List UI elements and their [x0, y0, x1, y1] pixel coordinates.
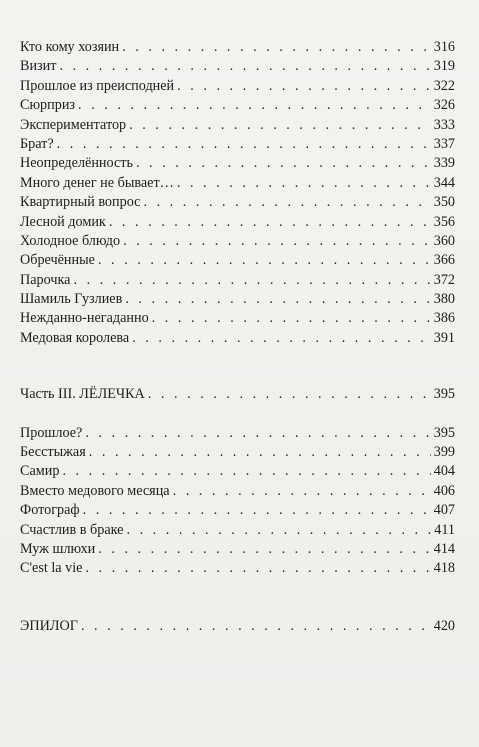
- dot-leader: [152, 309, 431, 328]
- toc-entry-page: 406: [433, 482, 455, 499]
- toc-entry: [20, 443, 455, 462]
- toc-entry-title: Медовая королева: [20, 329, 130, 346]
- toc-entry: [20, 213, 455, 232]
- spacer: [20, 579, 455, 617]
- toc-entry-page: 372: [433, 271, 455, 288]
- toc-entry-page: 360: [433, 232, 455, 249]
- dot-leader: [98, 540, 430, 559]
- toc-entry-page: 350: [433, 194, 455, 211]
- toc-entry-title: Нежданно-негаданно: [20, 310, 149, 327]
- toc-entry-page: 395: [433, 424, 455, 441]
- toc-entry-title: Визит: [20, 58, 57, 75]
- toc-entry-page: 414: [433, 540, 455, 557]
- toc-entry-page: 411: [434, 521, 455, 538]
- toc-entry-page: 337: [433, 135, 455, 152]
- spacer: [20, 348, 455, 385]
- toc-entry-page: 344: [433, 174, 455, 191]
- toc-entry-title: Экспериментатор: [20, 116, 127, 133]
- toc-entry-title: Бесстыжая: [20, 444, 86, 461]
- toc-entry-page: 380: [433, 291, 455, 308]
- dot-leader: [89, 443, 431, 462]
- dot-leader: [73, 271, 430, 290]
- toc-entry-title: Шамиль Гузлиев: [20, 291, 123, 308]
- toc-entry-title: Сюрприз: [20, 97, 76, 114]
- toc-entry: [20, 135, 455, 154]
- toc-entry-title: C'est la vie: [20, 560, 83, 577]
- toc-entry: [20, 462, 455, 481]
- toc-entry-title: Муж шлюхи: [20, 540, 96, 557]
- dot-leader: [85, 559, 430, 578]
- toc-entry-title: Брат?: [20, 135, 54, 152]
- table-of-contents: [20, 38, 455, 636]
- toc-entry: [20, 521, 455, 540]
- toc-entry-title: Парочка: [20, 271, 71, 288]
- toc-entry-title: Лесной домик: [20, 213, 106, 230]
- dot-leader: [122, 38, 431, 57]
- toc-entry: [20, 501, 455, 520]
- dot-leader: [148, 385, 431, 404]
- toc-entry: [20, 77, 455, 96]
- dot-leader: [177, 174, 431, 193]
- dot-leader: [125, 290, 430, 309]
- toc-entry-title: Квартирный вопрос: [20, 194, 141, 211]
- toc-entry-title: Самир: [20, 463, 60, 480]
- dot-leader: [173, 482, 431, 501]
- toc-entry-title: Счастлив в браке: [20, 521, 124, 538]
- epilog-title: ЭПИЛОГ: [20, 617, 78, 634]
- toc-entry: [20, 193, 455, 212]
- toc-entry-page: 366: [433, 252, 455, 269]
- part-title: Часть III. ЛЁЛЕЧКА: [20, 386, 145, 403]
- toc-entry-page: 326: [433, 97, 455, 114]
- spacer: [20, 405, 455, 424]
- toc-entry: [20, 424, 455, 443]
- toc-entry-title: Прошлое из преисподней: [20, 77, 175, 94]
- dot-leader: [123, 232, 431, 251]
- dot-leader: [109, 213, 431, 232]
- toc-entry: [20, 559, 455, 578]
- toc-entry-page: 322: [433, 77, 455, 94]
- toc-entry-title: Холодное блюдо: [20, 232, 121, 249]
- dot-leader: [143, 193, 430, 212]
- dot-leader: [136, 154, 431, 173]
- toc-entry: [20, 290, 455, 309]
- toc-part-heading: [20, 385, 455, 404]
- toc-entry: [20, 116, 455, 135]
- toc-entry: [20, 251, 455, 270]
- toc-entry-page: 399: [433, 444, 455, 461]
- toc-epilog: [20, 617, 455, 636]
- toc-entry-page: 391: [433, 329, 455, 346]
- dot-leader: [83, 501, 431, 520]
- toc-entry-page: 339: [433, 155, 455, 172]
- toc-entry-title: Прошлое?: [20, 424, 83, 441]
- toc-entry: [20, 154, 455, 173]
- part-page: 395: [433, 386, 455, 403]
- dot-leader: [98, 251, 431, 270]
- toc-entry-title: Кто кому хозяин: [20, 38, 120, 55]
- toc-entry-title: Обречённые: [20, 252, 95, 269]
- toc-entry-page: 404: [433, 463, 455, 480]
- toc-entry: [20, 96, 455, 115]
- dot-leader: [126, 521, 431, 540]
- toc-entry: [20, 57, 455, 76]
- toc-entry-page: 386: [433, 310, 455, 327]
- toc-entry: [20, 540, 455, 559]
- dot-leader: [78, 96, 431, 115]
- toc-entry-page: 418: [433, 560, 455, 577]
- toc-entry: [20, 309, 455, 328]
- toc-entry-title: Много денег не бывает…: [20, 174, 174, 191]
- dot-leader: [177, 77, 431, 96]
- toc-entry-page: 316: [433, 38, 455, 55]
- toc-entry-page: 356: [433, 213, 455, 230]
- toc-entry: [20, 482, 455, 501]
- toc-entry-title: Вместо медового месяца: [20, 482, 170, 499]
- dot-leader: [62, 462, 430, 481]
- dot-leader: [57, 135, 431, 154]
- toc-entry-page: 333: [433, 116, 455, 133]
- toc-entry-title: Неопределённость: [20, 155, 133, 172]
- dot-leader: [129, 116, 431, 135]
- epilog-page: 420: [433, 617, 455, 634]
- dot-leader: [132, 329, 431, 348]
- toc-entry: [20, 38, 455, 57]
- dot-leader: [81, 617, 431, 636]
- dot-leader: [85, 424, 430, 443]
- toc-entry: [20, 329, 455, 348]
- toc-entry: [20, 174, 455, 193]
- toc-entry: [20, 271, 455, 290]
- toc-entry: [20, 232, 455, 251]
- toc-entry-page: 407: [433, 502, 455, 519]
- dot-leader: [59, 57, 430, 76]
- toc-entry-title: Фотограф: [20, 502, 80, 519]
- toc-entry-page: 319: [433, 58, 455, 75]
